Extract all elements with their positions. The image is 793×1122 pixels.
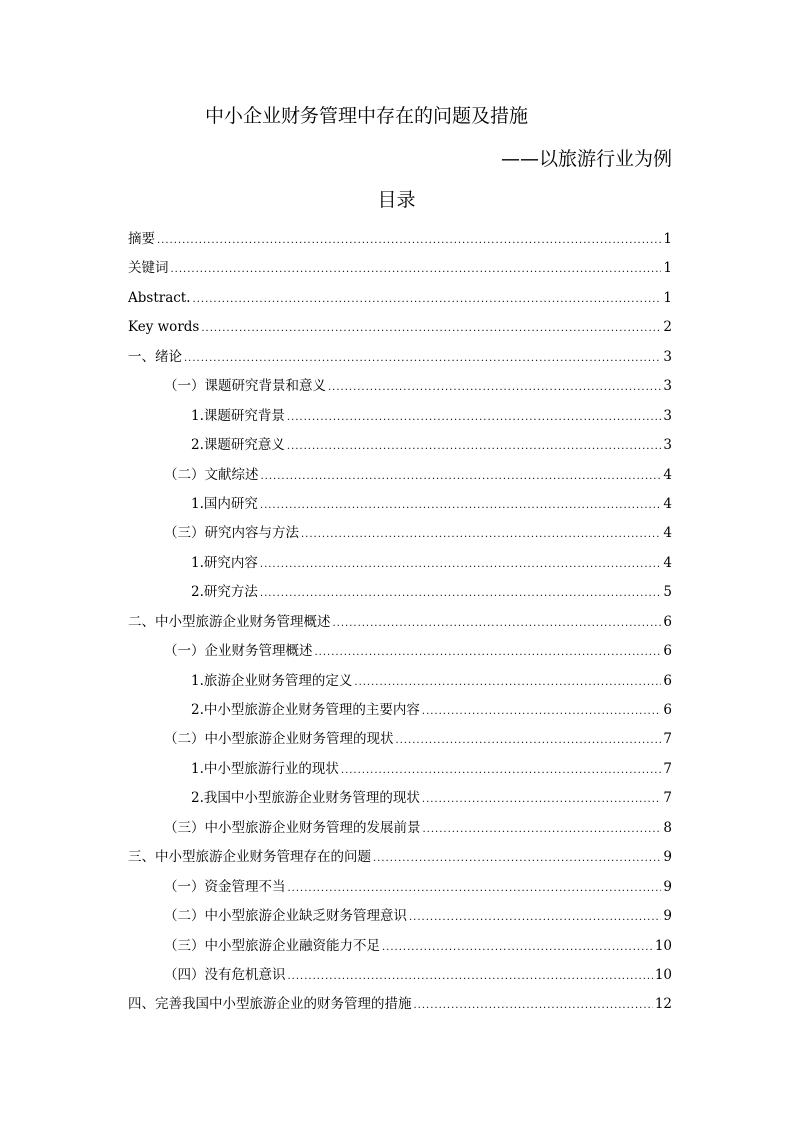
toc-entry-page-number: 3 [663, 437, 672, 454]
toc-entry[interactable] [128, 343, 672, 372]
toc-entry[interactable] [128, 725, 672, 754]
toc-dot-leader [422, 697, 662, 726]
toc-entry-label: 2.中小型旅游企业财务管理的主要内容 [191, 702, 420, 718]
toc-entry-label: （一）资金管理不当 [164, 878, 286, 895]
toc-entry[interactable] [128, 843, 672, 872]
toc-entry[interactable] [128, 755, 672, 784]
toc-entry-page-number: 3 [663, 378, 672, 395]
toc-dot-leader [261, 462, 662, 491]
toc-entry-label: 1.课题研究背景 [191, 407, 285, 424]
toc-entry-page-number: 4 [663, 525, 672, 542]
toc-entry-page-number: 12 [654, 996, 672, 1013]
toc-entry[interactable] [128, 902, 672, 931]
toc-entry-label: 关键词 [128, 260, 169, 277]
toc-entry[interactable] [128, 519, 672, 548]
toc-entry[interactable] [128, 814, 672, 843]
toc-dot-leader [171, 255, 662, 284]
toc-entry[interactable] [128, 402, 672, 431]
toc-dot-leader [287, 432, 662, 461]
toc-entry-label: 1.研究内容 [191, 554, 258, 571]
toc-entry-page-number: 5 [663, 584, 672, 601]
toc-dot-leader [423, 815, 662, 844]
toc-dot-leader [414, 991, 653, 1020]
toc-entry-label: （四）没有危机意识 [164, 966, 286, 983]
toc-dot-leader [315, 638, 662, 667]
toc-dot-leader [260, 491, 662, 520]
toc-dot-leader [422, 785, 662, 814]
toc-entry[interactable] [128, 431, 672, 460]
toc-heading: 目录 [377, 189, 416, 211]
toc-entry-label: 2.课题研究意义 [191, 437, 285, 454]
toc-entry-label: （一）课题研究背景和意义 [164, 378, 326, 395]
toc-entry-label: （三）中小型旅游企业融资能力不足 [164, 937, 380, 954]
toc-entry-label: 三、中小型旅游企业财务管理存在的问题 [128, 849, 371, 866]
toc-entry-page-number: 3 [663, 348, 672, 365]
toc-entry[interactable] [128, 637, 672, 666]
toc-entry-page-number: 4 [663, 495, 672, 512]
toc-dot-leader [287, 403, 662, 432]
toc-entry-label: （三）研究内容与方法 [164, 525, 299, 542]
toc-entry-page-number: 9 [663, 849, 672, 866]
toc-entry[interactable] [128, 873, 672, 902]
toc-entry[interactable] [128, 932, 672, 961]
toc-dot-leader [373, 844, 661, 873]
document-title: 中小企业财务管理中存在的问题及措施 [205, 105, 529, 127]
toc-dot-leader [260, 550, 662, 579]
toc-entry[interactable] [128, 961, 672, 990]
toc-entry[interactable] [128, 254, 672, 283]
toc-entry-label: 1.中小型旅游行业的现状 [191, 760, 339, 777]
toc-entry-label: Key words [128, 319, 200, 336]
toc-dot-leader [382, 933, 653, 962]
toc-entry-label: 摘要 [128, 231, 155, 247]
toc-entry[interactable] [128, 284, 672, 313]
toc-entry-page-number: 2 [663, 319, 672, 336]
toc-entry[interactable] [128, 490, 672, 519]
toc-entry[interactable] [128, 225, 672, 254]
toc-entry[interactable] [128, 461, 672, 490]
document-subtitle: ——以旅游行业为例 [500, 148, 672, 170]
toc-entry[interactable] [128, 696, 672, 725]
toc-entry-page-number: 1 [663, 289, 672, 306]
toc-entry-label: （二）文献综述 [164, 466, 259, 483]
toc-dot-leader [301, 520, 661, 549]
toc-dot-leader [354, 668, 661, 697]
toc-entry-page-number: 7 [663, 760, 672, 777]
toc-entry-page-number: 1 [663, 260, 672, 277]
toc-entry-page-number: 10 [654, 966, 672, 983]
table-of-contents [128, 225, 672, 1020]
toc-entry-label: （三）中小型旅游企业财务管理的发展前景 [164, 819, 421, 836]
toc-dot-leader [201, 314, 661, 343]
toc-dot-leader [328, 373, 661, 402]
toc-entry[interactable] [128, 667, 672, 696]
toc-dot-leader [157, 226, 661, 255]
toc-dot-leader [333, 609, 662, 638]
toc-entry-label: 四、完善我国中小型旅游企业的财务管理的措施 [128, 996, 412, 1013]
toc-entry-page-number: 9 [663, 908, 672, 925]
toc-entry-page-number: 7 [663, 731, 672, 748]
toc-entry-page-number: 4 [663, 466, 672, 483]
toc-dot-leader [409, 903, 661, 932]
toc-entry-label: 一、绪论 [128, 348, 182, 365]
toc-entry-page-number: 8 [663, 819, 672, 836]
toc-entry-label: 二、中小型旅游企业财务管理概述 [128, 613, 331, 630]
toc-entry-page-number: 6 [663, 613, 672, 630]
toc-entry[interactable] [128, 578, 672, 607]
toc-entry[interactable] [128, 784, 672, 813]
toc-dot-leader [193, 285, 662, 314]
toc-dot-leader [288, 874, 662, 903]
toc-entry-page-number: 6 [663, 672, 672, 689]
toc-entry-label: Abstract. [128, 289, 191, 306]
toc-entry-label: （二）中小型旅游企业缺乏财务管理意识 [164, 908, 407, 925]
toc-dot-leader [184, 344, 661, 373]
toc-dot-leader [396, 726, 662, 755]
toc-entry[interactable] [128, 313, 672, 342]
toc-entry-label: 2.我国中小型旅游企业财务管理的现状 [191, 790, 420, 807]
toc-entry[interactable] [128, 549, 672, 578]
toc-entry-label: 1.旅游企业财务管理的定义 [191, 672, 353, 689]
toc-entry-page-number: 1 [663, 231, 672, 247]
toc-entry-label: 1.国内研究 [191, 495, 258, 512]
toc-entry-page-number: 6 [663, 702, 672, 718]
toc-entry[interactable] [128, 608, 672, 637]
toc-entry-page-number: 10 [654, 937, 672, 954]
toc-dot-leader [260, 579, 662, 608]
toc-entry-page-number: 3 [663, 407, 672, 424]
toc-entry-page-number: 9 [663, 878, 672, 895]
toc-entry-page-number: 6 [663, 643, 672, 660]
toc-dot-leader [341, 756, 662, 785]
toc-entry-page-number: 7 [663, 790, 672, 807]
toc-entry-page-number: 4 [663, 554, 672, 571]
toc-entry[interactable] [128, 372, 672, 401]
toc-entry-label: （一）企业财务管理概述 [164, 643, 313, 660]
toc-dot-leader [288, 962, 653, 991]
toc-entry[interactable] [128, 990, 672, 1019]
toc-entry-label: （二）中小型旅游企业财务管理的现状 [164, 731, 394, 748]
toc-entry-label: 2.研究方法 [191, 584, 258, 601]
